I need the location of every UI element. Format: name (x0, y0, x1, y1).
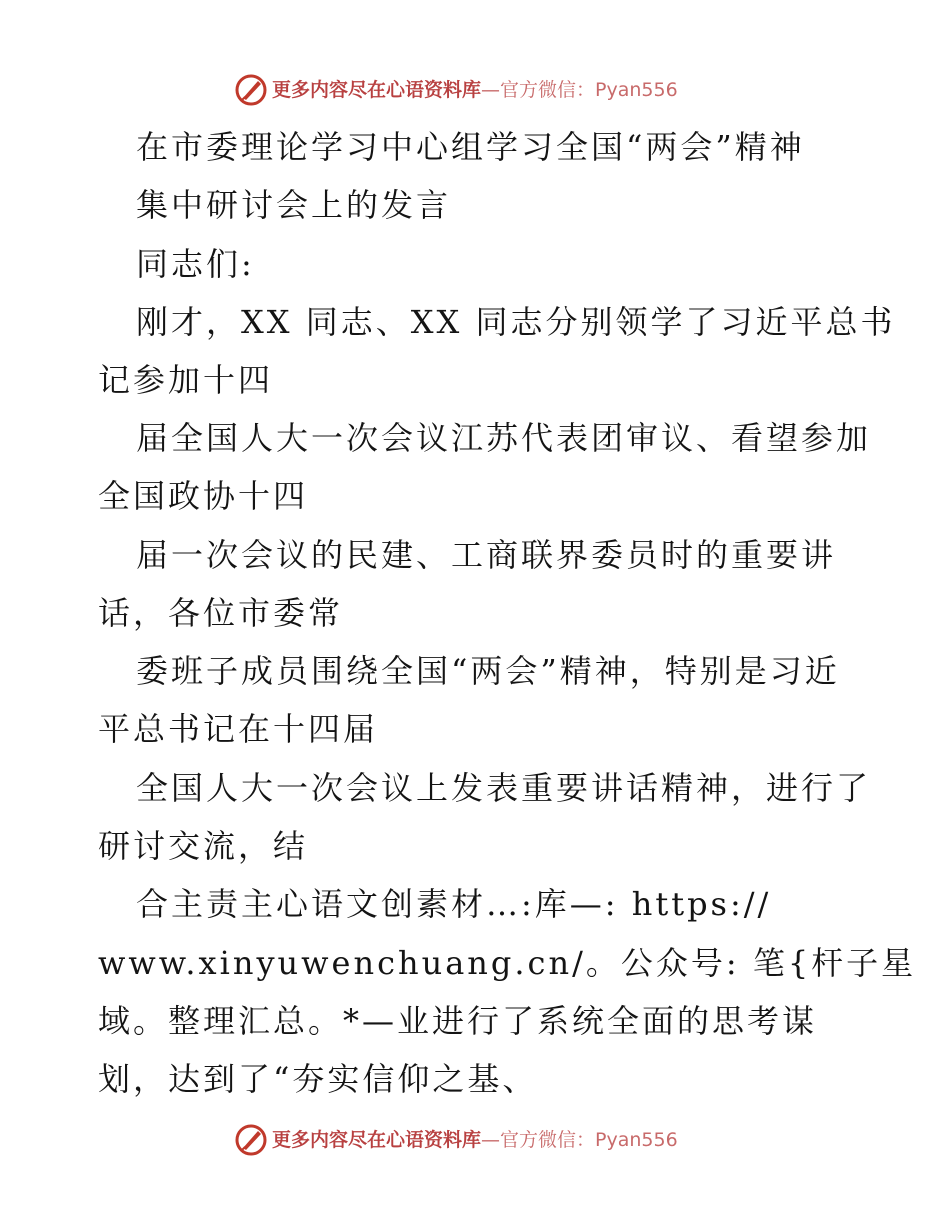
banner-wechat-label: —官方微信： (481, 1129, 596, 1151)
paragraph-line: 委班子成员围绕全国“两会”精神，特别是习近 (136, 652, 840, 690)
paragraph-line: 合主责主心语文创素材…:库—: https:// (136, 885, 772, 923)
paragraph-line: www.xinyuwenchuang.cn/。公众号: 笔{杆子星 (98, 944, 917, 982)
paragraph-line: 全国人大一次会议上发表重要讲话精神，进行了 (136, 769, 872, 807)
paragraph-line: 研讨交流，结 (98, 827, 309, 865)
feather-pen-logo-icon (234, 73, 268, 107)
banner-wechat-id: Pyan556 (595, 79, 678, 101)
header-banner (0, 70, 950, 110)
paragraph-line: 届全国人大一次会议江苏代表团审议、看望参加 (136, 419, 872, 457)
banner-slogan: 更多内容尽在心语资料库 (272, 79, 482, 101)
banner-wechat-id: Pyan556 (595, 1129, 678, 1151)
footer-banner (0, 1120, 950, 1160)
document-title-line-1: 在市委理论学习中心组学习全国“两会”精神 (136, 128, 805, 166)
document-title-line-2: 集中研讨会上的发言 (136, 186, 452, 224)
paragraph-line: 全国政协十四 (98, 477, 309, 515)
paragraph-line: 刚才，XX 同志、XX 同志分别领学了习近平总书 (136, 303, 896, 341)
paragraph-line: 话，各位市委常 (98, 594, 344, 632)
paragraph-line: 届一次会议的民建、工商联界委员时的重要讲 (136, 536, 837, 574)
banner-wechat-label: —官方微信： (481, 79, 596, 101)
salutation: 同志们: (136, 245, 255, 283)
feather-pen-logo-icon (234, 1123, 268, 1157)
paragraph-line: 划，达到了“夯实信仰之基、 (98, 1060, 538, 1098)
footer-banner-text (272, 1128, 678, 1152)
header-banner-text (272, 78, 678, 102)
paragraph-line: 平总书记在十四届 (98, 710, 379, 748)
paragraph-line: 记参加十四 (98, 361, 274, 399)
paragraph-line: 域。整理汇总。*—业进行了系统全面的思考谋 (98, 1002, 818, 1040)
banner-slogan: 更多内容尽在心语资料库 (272, 1129, 482, 1151)
